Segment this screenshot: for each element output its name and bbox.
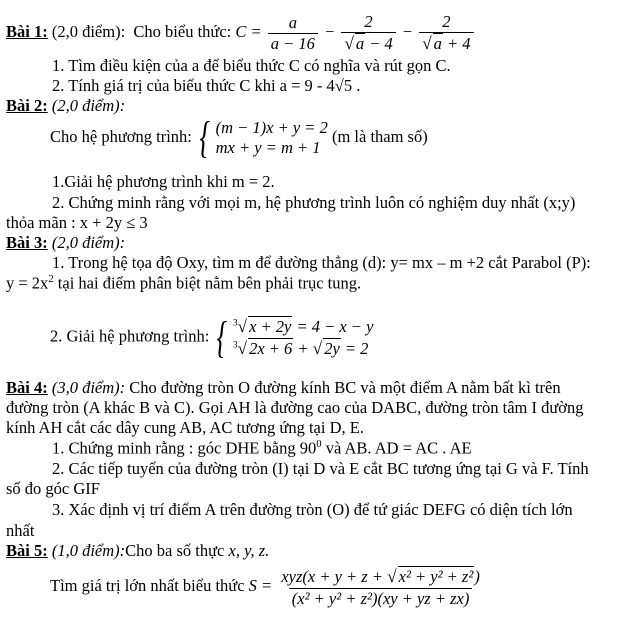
- left-brace-icon: {: [199, 113, 211, 162]
- bai2-param-note: (m là tham số): [331, 126, 428, 146]
- bai3-q1-line1: 1. Trong hệ tọa độ Oxy, tìm m để đường thẳng (d): y= mx – m +2 cắt Parabol (P):: [52, 253, 591, 272]
- left-brace-icon: {: [216, 312, 228, 362]
- bai4-label: Bài 4:: [6, 378, 48, 397]
- bai3-points: (2,0 điểm):: [51, 233, 126, 252]
- bai2-label: Bài 2:: [6, 96, 48, 115]
- bai5-header: Bài 5: (1,0 điểm):Cho ba số thực x, y, z.: [6, 541, 270, 560]
- bai2-eq2: mx + y = m + 1: [215, 138, 321, 157]
- bai1-formula: C = $\frac{a}{a - 16}$ − $\frac{2}{√ a - 4}$ − $\frac{2}{√ a + 4}$: [235, 22, 475, 41]
- bai3-header: [6, 233, 636, 253]
- bai4-line1: Bài 4: (3,0 điểm): Cho đường tròn O đường kính BC và một điểm A nằm bất kì trên: [6, 378, 561, 397]
- bai4-points: (3,0 điểm):: [51, 378, 126, 397]
- bai4-q1: 1. Chứng minh rằng : góc DHE bằng $90^0$ và AB. AD = AC . AE: [52, 438, 472, 458]
- fraction-1: $\frac{a}{a - 16}$: [268, 13, 318, 54]
- bai3-q2-intro: 2. Giải hệ phương trình:: [50, 326, 210, 346]
- bai4-q3-line2: nhất: [6, 521, 35, 540]
- bai5-q-intro: Tìm giá trị lớn nhất biểu thức: [50, 576, 245, 596]
- bai4-q2-line2: số đo góc GIF: [6, 479, 100, 498]
- bai2-q2-line1: 2. Chứng minh rằng với mọi m, hệ phương trình luôn có nghiệm duy nhất (x;y): [52, 193, 576, 212]
- bai4-line3: kính AH cắt các dây cung AB, AC tương ứng tại D, E.: [6, 418, 364, 437]
- bai1-q2: 2. Tính giá trị của biểu thức C khi a = 9 - 4√5 .: [52, 76, 361, 95]
- bai2-system: [50, 113, 636, 162]
- bai3-eq1: $^3$√ x + 2y = 4 − x − y: [233, 317, 374, 336]
- bai2-points: (2,0 điểm):: [51, 96, 126, 115]
- bai4-line2: đường tròn (A khác B và C). Gọi AH là đường cao của DABC, đường tròn tâm I đường: [6, 398, 584, 417]
- bai1-intro: Cho biểu thức:: [133, 22, 232, 42]
- bai3-label: Bài 3:: [6, 233, 48, 252]
- bai3-q1-line2: $y = 2x^2$ tại hai điểm phân biệt nằm bên phải trục tung.: [6, 273, 362, 293]
- bai5-points: (1,0 điểm):: [51, 541, 126, 560]
- fraction-2: $\frac{2}{√ a - 4}$: [341, 12, 395, 55]
- bai2-header: [6, 96, 636, 116]
- bai5-question: Tìm giá trị lớn nhất biểu thức S = $\frac{\text{xyz(x + y + z + √ x² + y² + z²)}}{\text{(x² + y² + z²)(xy + yz + zx)}}$: [50, 566, 636, 609]
- bai1-points: (2,0 điểm):: [51, 22, 126, 42]
- bai2-q1: 1.Giải hệ phương trình khi m = 2.: [52, 172, 275, 191]
- bai4-q2-line1: 2. Các tiếp tuyến của đường tròn (I) tại D và E cắt BC tương ứng tại G và F. Tính: [52, 459, 589, 478]
- bai1-q1: 1. Tìm điều kiện của a để biểu thức C có nghĩa và rút gọn C.: [52, 56, 451, 75]
- fraction-3: $\frac{2}{√ a + 4}$: [419, 12, 473, 55]
- bai1-header: [6, 12, 636, 55]
- bai2-q2-line2: thỏa mãn : x + 2y ≤ 3: [6, 213, 148, 232]
- bai3-system: [50, 312, 636, 362]
- bai5-fraction: $\frac{\text{xyz(x + y + z + √ x² + y² + z²)}}{\text{(x² + y² + z²)(xy + yz + zx)}}$: [281, 567, 480, 608]
- bai2-system-intro: Cho hệ phương trình:: [50, 126, 192, 146]
- bai2-eq1: (m − 1)x + y = 2: [215, 118, 328, 138]
- bai5-label: Bài 5:: [6, 541, 48, 560]
- bai3-eq2: $^3$√ 2x + 6 + √ 2y = 2: [233, 338, 369, 358]
- bai4-q3-line1: 3. Xác định vị trí điểm A trên đường tròn (O) để tứ giác DEFG có diện tích lớn: [52, 500, 573, 519]
- bai1-label: Bài 1:: [6, 22, 48, 42]
